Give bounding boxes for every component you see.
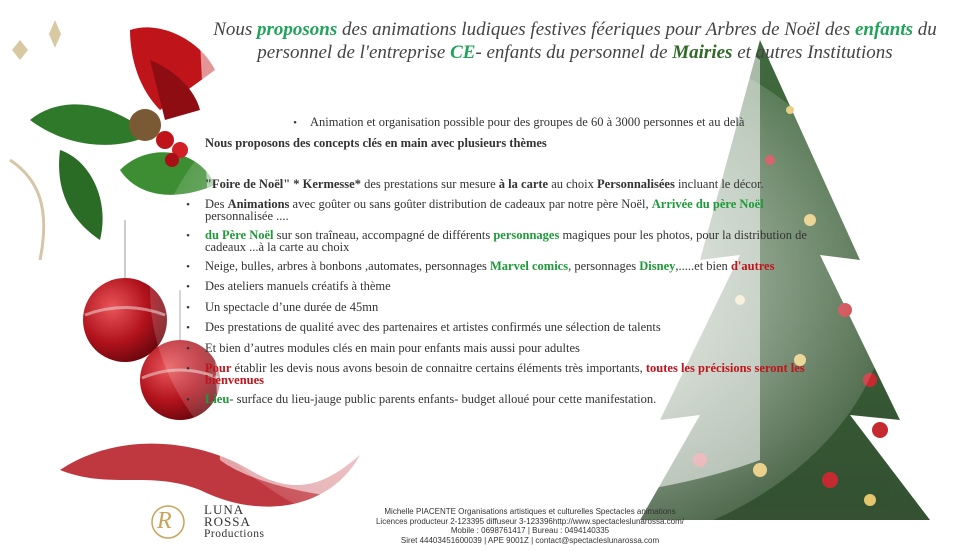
item-text: Animations (227, 197, 290, 211)
bullet: • (186, 261, 190, 273)
title-highlight: CE (450, 42, 476, 63)
list-item (205, 362, 805, 375)
list-item: Nous proposons des concepts clés en main avec plusieurs thèmes (205, 136, 547, 150)
item-text: des prestations sur mesure (360, 177, 499, 191)
title-text: des animations ludiques festives féeriques pour Arbres de Noël des (337, 19, 855, 40)
title-text: Nous (213, 19, 258, 40)
item-highlight: Pour (205, 361, 232, 375)
bullet: • (186, 322, 190, 334)
title-text: et autres Institutions (732, 42, 893, 63)
bullet: • (186, 394, 190, 406)
list-item: Des ateliers manuels créatifs à thème (205, 279, 391, 293)
bullet: • (186, 363, 190, 375)
item-text: Personnalisées (597, 177, 675, 191)
list-item: Un spectacle d’une durée de 45mn (205, 300, 379, 314)
item-highlight: personnages (493, 228, 560, 242)
item-text: avec goûter ou sans goûter distribution de cadeaux par notre père Noël, (289, 197, 652, 211)
footer (330, 507, 730, 545)
list-item: Et bien d’autres modules clés en main pour enfants mais aussi pour adultes (205, 341, 580, 355)
item-text: incluant le décor. (674, 177, 764, 191)
logo-name: Productions (204, 528, 265, 540)
item-highlight: d'autres (730, 259, 775, 273)
title-text: - enfants du personnel de (475, 42, 673, 63)
item-text: Neige, bulles, arbres à bonbons ,automates, personnages (205, 259, 490, 273)
title-text: du personnel de l'entreprise (257, 19, 937, 63)
list-item: Animation et organisation possible pour des groupes de 60 à 3000 personnes et au delà (310, 115, 745, 129)
bullet: • (186, 199, 190, 211)
list-item: bienvenues (205, 373, 265, 387)
item-highlight: Disney (639, 259, 676, 273)
item-highlight: Marvel comics (490, 259, 569, 273)
item-text: Des (205, 197, 228, 211)
item-highlight: Arrivée du père Noël (651, 197, 764, 211)
bullet: • (186, 281, 190, 293)
bullet: • (186, 343, 190, 355)
item-text: , personnages (568, 259, 640, 273)
list-item: cadeaux ...à la carte au choix (205, 240, 350, 254)
list-item (205, 260, 774, 273)
item-text: ,.....et bien (675, 259, 731, 273)
bullet: • (293, 117, 297, 129)
list-item: Des prestations de qualité avec des partenaires et artistes confirmés une sélection de talents (205, 320, 661, 334)
item-text: - surface du lieu-jauge public parents enfants- budget alloué pour cette manifestation. (229, 392, 657, 406)
list-item (205, 178, 764, 191)
list-item: personnalisée .... (205, 209, 289, 223)
item-highlight: du Père Noël (205, 228, 274, 242)
footer-line: Siret 44403451600039 | APE 9001Z | contact@spectacleslunarossa.com (400, 535, 660, 545)
title-highlight: enfants (854, 19, 914, 40)
footer-line: Mobile : 0698761417 | Bureau : 0494140335 (450, 526, 610, 535)
list-item (205, 198, 764, 211)
footer-line: Licences producteur 2-123395 diffuseur 3-123396http://www.spectacleslunarossa.com/ (375, 516, 685, 526)
logo-name: ROSSA (204, 514, 251, 529)
list-item (205, 393, 656, 406)
item-highlight: Lieu (205, 392, 230, 406)
footer-line: Michelle PIACENTE Organisations artistiques et culturelles Spectacles animations (384, 507, 676, 516)
item-text: "Foire de Noël" * Kermesse* (205, 177, 361, 191)
logo-name: LUNA (204, 502, 245, 517)
item-text: établir les devis nous avons besoin de connaitre certains éléments très importants, (231, 361, 646, 375)
logo-letter: R (157, 508, 172, 534)
item-highlight: toutes les précisions seront les (645, 361, 805, 375)
item-text: au choix (548, 177, 598, 191)
item-text: à la carte (498, 177, 549, 191)
bullet: • (186, 230, 190, 242)
logo (204, 504, 264, 540)
title-highlight: Mairies (672, 42, 733, 63)
bullet: • (186, 302, 190, 314)
item-text: sur son traîneau, accompagné de différents (273, 228, 494, 242)
title-highlight: proposons (257, 19, 338, 40)
item-text: magiques pour les photos, pour la distribution de (559, 228, 807, 242)
